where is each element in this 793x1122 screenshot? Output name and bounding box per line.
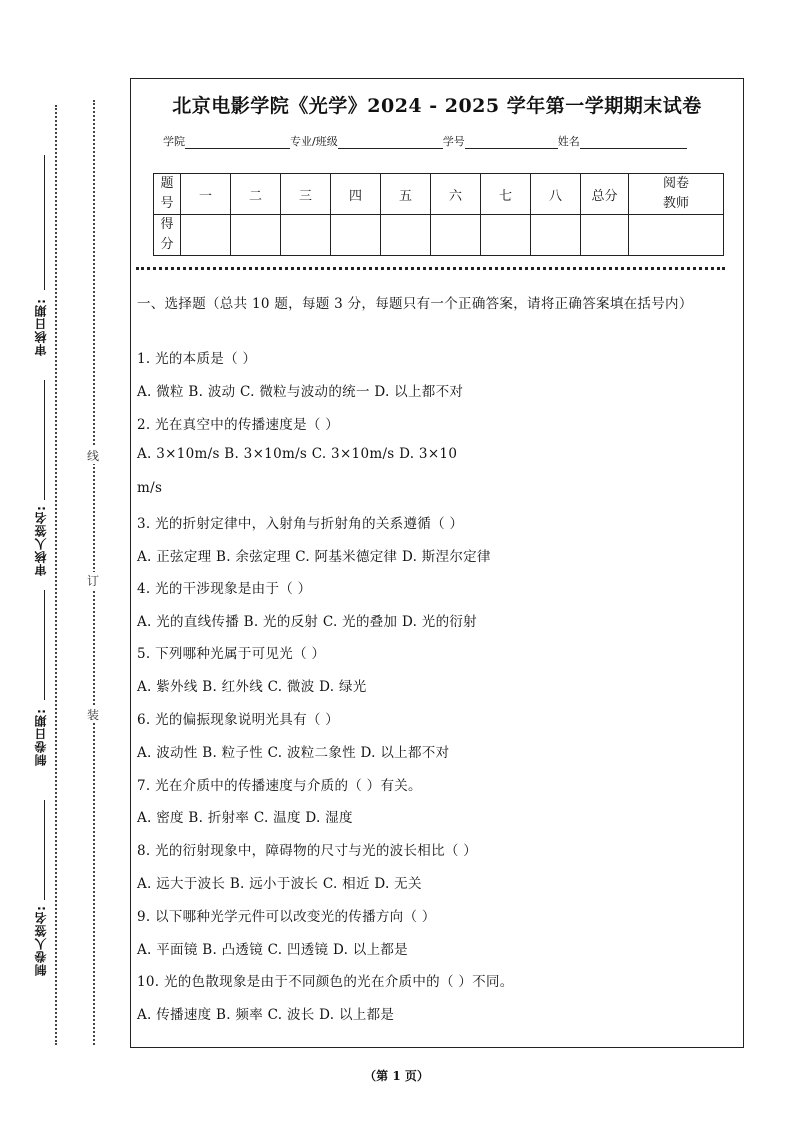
compiler-signature-label: 制卷人签名: <box>34 905 48 976</box>
options-10: A. 传播速度 B. 频率 C. 波长 D. 以上都是 <box>137 1007 395 1023</box>
question-8: 8. 光的衍射现象中，障碍物的尺寸与光的波长相比（ ） <box>137 843 478 859</box>
field-name-blank[interactable] <box>580 136 687 149</box>
options-8: A. 远大于波长 B. 远小于波长 C. 相近 D. 无关 <box>137 876 422 892</box>
header-cell-total: 总分 <box>581 174 629 215</box>
field-id-label: 学号 <box>442 135 465 148</box>
score-cell[interactable] <box>281 215 331 256</box>
score-table-header-row <box>154 174 724 215</box>
header-cell-4: 四 <box>331 174 381 215</box>
options-1: A. 微粒 B. 波动 C. 微粒与波动的统一 D. 以上都不对 <box>137 384 464 400</box>
score-cell[interactable] <box>381 215 431 256</box>
question-3: 3. 光的折射定律中，入射角与折射角的关系遵循（ ） <box>137 516 464 532</box>
margin-blank-line-3 <box>44 590 45 700</box>
field-school-label: 学院 <box>163 135 185 148</box>
score-cell[interactable] <box>431 215 481 256</box>
binding-char-staple: 订 <box>87 574 100 588</box>
field-major-label: 专业/班级 <box>290 135 338 148</box>
question-1: 1. 光的本质是（ ） <box>137 351 257 367</box>
score-table-score-row <box>154 215 724 256</box>
margin-blank-line-1 <box>44 155 45 290</box>
exam-frame <box>130 78 744 1048</box>
header-cell-5: 五 <box>381 174 431 215</box>
section-heading: 一、选择题（总共 10 题，每题 3 分，每题只有一个正确答案，请将正确答案填在括号内） <box>137 296 693 312</box>
compile-date-label: 制卷日期: <box>34 708 48 766</box>
margin-dotted-line-outer <box>55 105 57 1045</box>
review-date-label: 审核日期: <box>34 298 48 356</box>
header-cell-8: 八 <box>531 174 581 215</box>
field-name-label: 姓名 <box>557 135 580 148</box>
question-2: 2. 光在真空中的传播速度是（ ） <box>137 417 340 433</box>
score-cell[interactable] <box>181 215 231 256</box>
score-cell-reviewer[interactable] <box>629 215 724 256</box>
options-7: A. 密度 B. 折射率 C. 温度 D. 湿度 <box>137 810 353 826</box>
question-5: 5. 下列哪种光属于可见光（ ） <box>137 646 326 662</box>
header-cell-tihao: 题 号 <box>154 174 181 215</box>
header-cell-7: 七 <box>481 174 531 215</box>
score-cell[interactable] <box>531 215 581 256</box>
field-id-blank[interactable] <box>465 136 558 149</box>
score-cell[interactable] <box>481 215 531 256</box>
options-4: A. 光的直线传播 B. 光的反射 C. 光的叠加 D. 光的衍射 <box>137 614 477 630</box>
score-table <box>153 173 724 256</box>
score-cell-defen: 得 分 <box>154 215 181 256</box>
question-7: 7. 光在介质中的传播速度与介质的（ ）有关。 <box>137 778 422 794</box>
margin-blank-line-2 <box>44 380 45 500</box>
options-2-cont: m/s <box>137 480 163 496</box>
dotted-separator <box>136 267 725 270</box>
page-number: （第 1 页） <box>364 1069 429 1083</box>
field-major-blank[interactable] <box>338 136 443 149</box>
options-5: A. 紫外线 B. 红外线 C. 微波 D. 绿光 <box>137 679 367 695</box>
options-2: A. 3×10m/s B. 3×10m/s C. 3×10m/s D. 3×10 <box>137 446 458 462</box>
header-cell-6: 六 <box>431 174 481 215</box>
question-4: 4. 光的干涉现象是由于（ ） <box>137 581 312 597</box>
binding-char-bind: 装 <box>87 708 100 722</box>
question-10: 10. 光的色散现象是由于不同颜色的光在介质中的（ ）不同。 <box>137 974 514 990</box>
options-9: A. 平面镜 B. 凸透镜 C. 凹透镜 D. 以上都是 <box>137 942 408 958</box>
page-title: 北京电影学院《光学》2024 - 2025 学年第一学期期末试卷 <box>172 95 702 117</box>
margin-blank-line-4 <box>44 800 45 900</box>
binding-char-line: 线 <box>87 449 100 463</box>
header-cell-2: 二 <box>231 174 281 215</box>
options-6: A. 波动性 B. 粒子性 C. 波粒二象性 D. 以上都不对 <box>137 745 450 761</box>
options-3: A. 正弦定理 B. 余弦定理 C. 阿基米德定律 D. 斯涅尔定律 <box>137 549 491 565</box>
question-9: 9. 以下哪种光学元件可以改变光的传播方向（ ） <box>137 909 436 925</box>
header-cell-3: 三 <box>281 174 331 215</box>
student-info-row <box>163 133 687 149</box>
score-cell[interactable] <box>231 215 281 256</box>
header-cell-reviewer: 阅卷 教师 <box>629 174 724 215</box>
score-cell-total[interactable] <box>581 215 629 256</box>
header-cell-1: 一 <box>181 174 231 215</box>
reviewer-signature-label: 审核人签名: <box>34 505 48 576</box>
score-cell[interactable] <box>331 215 381 256</box>
question-6: 6. 光的偏振现象说明光具有（ ） <box>137 712 340 728</box>
field-school-blank[interactable] <box>185 136 290 149</box>
